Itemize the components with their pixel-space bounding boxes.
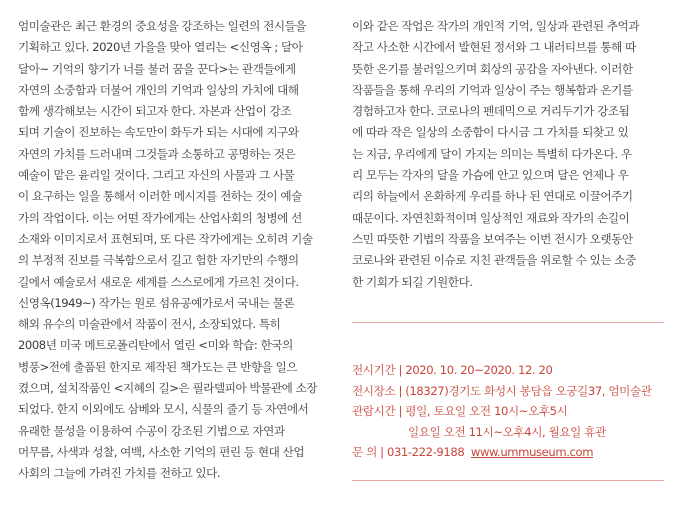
- text-line: 자연의 소중함과 더불어 개인의 기억과 일상의 가치에 대해: [18, 82, 299, 97]
- article-right-column: [352, 16, 664, 293]
- text-line: 작품들을 통해 우리의 기억과 일상이 주는 행복함과 온기를: [352, 82, 633, 97]
- text-line: 되며 기술이 진보하는 속도만이 화두가 되는 시대에 지구와: [18, 125, 299, 140]
- text-line: 리 모두는 각자의 달을 가슴에 안고 있으며 달은 언제나 우: [352, 168, 629, 183]
- text-line: 자연의 가치를 드러내며 그것들과 소통하고 공명하는 것은: [18, 146, 296, 161]
- text-line: 유래한 물성을 이용하여 수공이 강조된 기법으로 자연과: [18, 423, 285, 438]
- text-line: 되었다. 한지 이외에도 삼베와 모시, 식물의 줄기 등 자연에서: [18, 402, 309, 417]
- text-line: 작고 사소한 시간에서 발현된 정서와 그 내러티브를 통해 따: [352, 40, 636, 55]
- text-line: 예술이 맡은 윤리일 것이다. 그리고 자신의 사물과 그 사물: [18, 168, 295, 183]
- text-line: 함께 생각해보는 시간이 되고자 한다. 자본과 산업이 강조: [18, 104, 292, 119]
- text-line: 달아~ 기억의 향기가 너를 불러 꿈을 꾼다>는 관객들에게: [18, 61, 296, 76]
- text-line: 가의 작업이다. 이는 어떤 작가에게는 산업사회의 청병에 선: [18, 210, 302, 225]
- exhibition-hours-sunday: 일요일 오전 11시~오후4시, 월요일 휴관: [408, 424, 606, 439]
- text-line: 이 요구하는 일을 통해서 이러한 메시지를 전하는 것이 예술: [18, 189, 302, 204]
- exhibition-info: [352, 360, 672, 463]
- exhibition-contact: [352, 442, 672, 463]
- info-divider-bottom: [352, 480, 664, 481]
- text-line: 때문이다. 자연친화적이며 일상적인 재료와 작가의 손길이: [352, 210, 630, 225]
- text-line: 신영옥(1949~) 작가는 원로 섬유공예가로서 국내는 물론: [18, 295, 295, 310]
- text-line: 병풍>전에 출품된 한지로 제작된 책가도는 큰 반향을 일으: [18, 359, 298, 374]
- text-line: 사회의 그늘에 가려진 가치를 전하고 있다.: [18, 466, 221, 481]
- text-line: 코로나와 관련된 이슈로 지친 관객들을 위로할 수 있는 소중: [352, 253, 636, 268]
- exhibition-hours: 관람시간 | 평일, 토요일 오전 10시~오후5시: [352, 404, 568, 419]
- text-line: 길에서 예술로서 새로운 세계를 스스로에게 가르친 것이다.: [18, 274, 299, 289]
- text-line: 는 지금, 우리에게 달이 가지는 의미는 특별히 다가온다. 우: [352, 146, 632, 161]
- text-line: 소재와 이미지로서 표현되며, 또 다른 작가에게는 오히려 기술: [18, 231, 313, 246]
- text-line: 켰으며, 설치작품인 <지혜의 길>은 필라델피아 박물관에 소장: [18, 381, 318, 396]
- text-line: 에 따라 작은 일상의 소중함이 다시금 그 가치를 되찾고 있: [352, 125, 629, 140]
- info-divider-top: [352, 322, 664, 323]
- text-line: 기획하고 있다. 2020년 가을을 맞아 열리는 <신영옥 ; 달아: [18, 40, 303, 55]
- text-line: 경험하고자 한다. 코로나의 펜데믹으로 거리두기가 강조됨: [352, 104, 630, 119]
- exhibition-venue: 전시장소 | (18327)경기도 화성시 봉담읍 오궁길37, 엄미술관: [352, 383, 652, 398]
- text-line: 해외 유수의 미술관에서 작품이 전시, 소장되었다. 특히: [18, 317, 281, 332]
- text-line: 이와 같은 작업은 작가의 개인적 기억, 일상과 관련된 추억과: [352, 19, 640, 33]
- text-line: 스민 따뜻한 기법의 작품을 보여주는 이번 전시가 오랫동안: [352, 231, 633, 246]
- article-left-column: [18, 16, 330, 485]
- text-line: 리의 하늘에서 온화하게 우리를 하나 된 연대로 이끌어주기: [352, 189, 633, 204]
- website-link[interactable]: www.ummuseum.com: [470, 445, 594, 460]
- text-line: 엄미술관은 최근 환경의 중요성을 강조하는 일련의 전시들을: [18, 19, 307, 33]
- contact-phone: 문 의 | 031-222-9188: [352, 445, 465, 460]
- text-line: 2008년 미국 메트로폴리탄에서 열린 <미와 학습: 한국의: [18, 338, 293, 353]
- text-line: 뜻한 온기를 불러일으키며 회상의 공감을 자아낸다. 이러한: [352, 61, 633, 76]
- text-line: 의 부정적 진보를 극복함으로서 길고 험한 자기만의 수행의: [18, 253, 299, 268]
- text-line: 머무름, 사색과 성찰, 여백, 사소한 기억의 편린 등 현대 산업: [18, 444, 305, 459]
- text-line: 한 기회가 되길 기원한다.: [352, 274, 473, 289]
- exhibition-period: 전시기간 | 2020. 10. 20~2020. 12. 20: [352, 363, 553, 377]
